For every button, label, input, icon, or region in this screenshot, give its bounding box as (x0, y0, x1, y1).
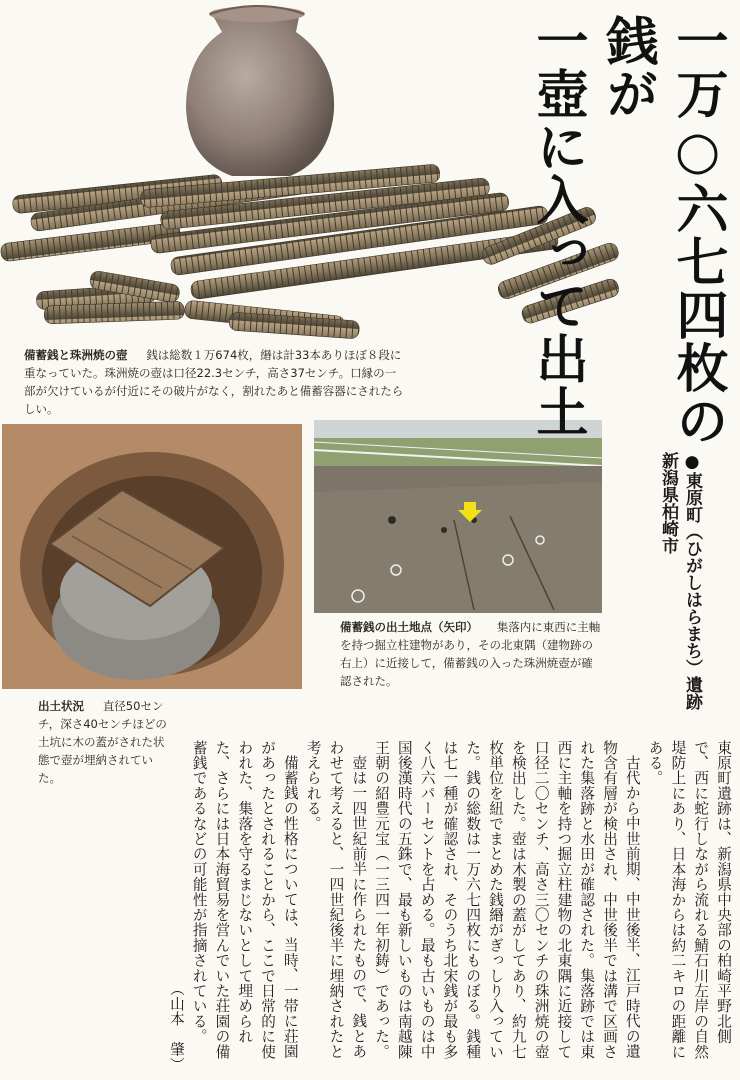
author-signature: （山本 肇） (167, 980, 185, 1072)
body-paragraph-3: 壺は一四世紀前半に作られたもので、銭とあわせて考えると、一四世紀後半に埋納されたと考えられる。 (304, 740, 368, 1060)
title-line-1: 一万○六七四枚の銭が (597, 14, 728, 447)
body-paragraph-1: 東原町遺跡は、新潟県中央部の柏崎平野北側で、西に蛇行しながら流れる鯖石川左岸の自然堤防上にあり、日本海からは約二キロの距離にある。 (646, 740, 732, 1060)
caption-site-photo (340, 618, 602, 690)
caption-site-text: 集落内に東西に主軸を持つ掘立柱建物があり，その北東隅（建物跡の右上）に近接して，備蓄銭の入った珠洲焼壺が確認された。 (340, 620, 601, 688)
title-line-2: 一壺に入って出土 (527, 14, 588, 438)
caption-pit-label: 出土状況 (38, 699, 84, 713)
site-name: 東原町（ひがしはらまち）遺跡 (682, 472, 702, 710)
pit-illustration (2, 424, 302, 689)
bullet-icon: ● (682, 452, 702, 472)
photo-excavation-pit (2, 424, 302, 689)
site-place: 新潟県柏崎市 (658, 452, 678, 554)
caption-main-text: 銭は総数１万674枚，緡は計33本ありほぼ８段に重なっていた。珠洲焼の壺は口径22.3センチ，高さ37センチ。口縁の一部が欠けているが付近にその破片がなく，割れたあと備蓄容器にされたらしい。 (24, 348, 404, 416)
caption-site-label: 備蓄銭の出土地点（矢印） (340, 620, 478, 634)
caption-main-label: 備蓄銭と珠洲焼の壺 (24, 348, 128, 362)
body-paragraph-2: 古代から中世前期、中世後半、江戸時代の遺物含有層が検出され、中世後半では溝で区画された集落跡と水田が確認された。集落跡では東西に主軸を持つ掘立柱建物の北東隅に近接して口径二〇センチ、高さ三〇センチの珠洲焼の壺を検出した。壺は木製の蓋がしてあり、約九七枚単位を紐でまとめた銭緡がぎっしり入っていた。銭の総数は一万六七四枚にものぼる。銭種は七一種が確認され、そのうち北宋銭が最も多く八六パーセントを占める。最も古いものは中国後漢時代の五銖で、最も新しいものは南越陳王朝の紹豊元宝（一三四一年初鋳）であった。 (373, 740, 641, 1060)
caption-main-photo (24, 346, 404, 418)
suzu-ware-jar (186, 6, 334, 176)
page-title (522, 14, 732, 464)
caption-pit-photo (38, 697, 168, 787)
article-body (167, 740, 734, 1072)
caption-pit-text: 直径50センチ，深さ40センチほどの土坑に木の蓋がされた状態で壺が埋納されていた。 (38, 699, 167, 785)
site-label (656, 452, 704, 710)
body-paragraph-4: 備蓄銭の性格については、当時、一帯に荘園があったとされることから、ここで日常的に使われた、集落を守るまじないとして埋められた、さらには日本海貿易を営んでいた荘園の備蓄銭であるなどの可能性が指摘されている。 (190, 740, 299, 1060)
